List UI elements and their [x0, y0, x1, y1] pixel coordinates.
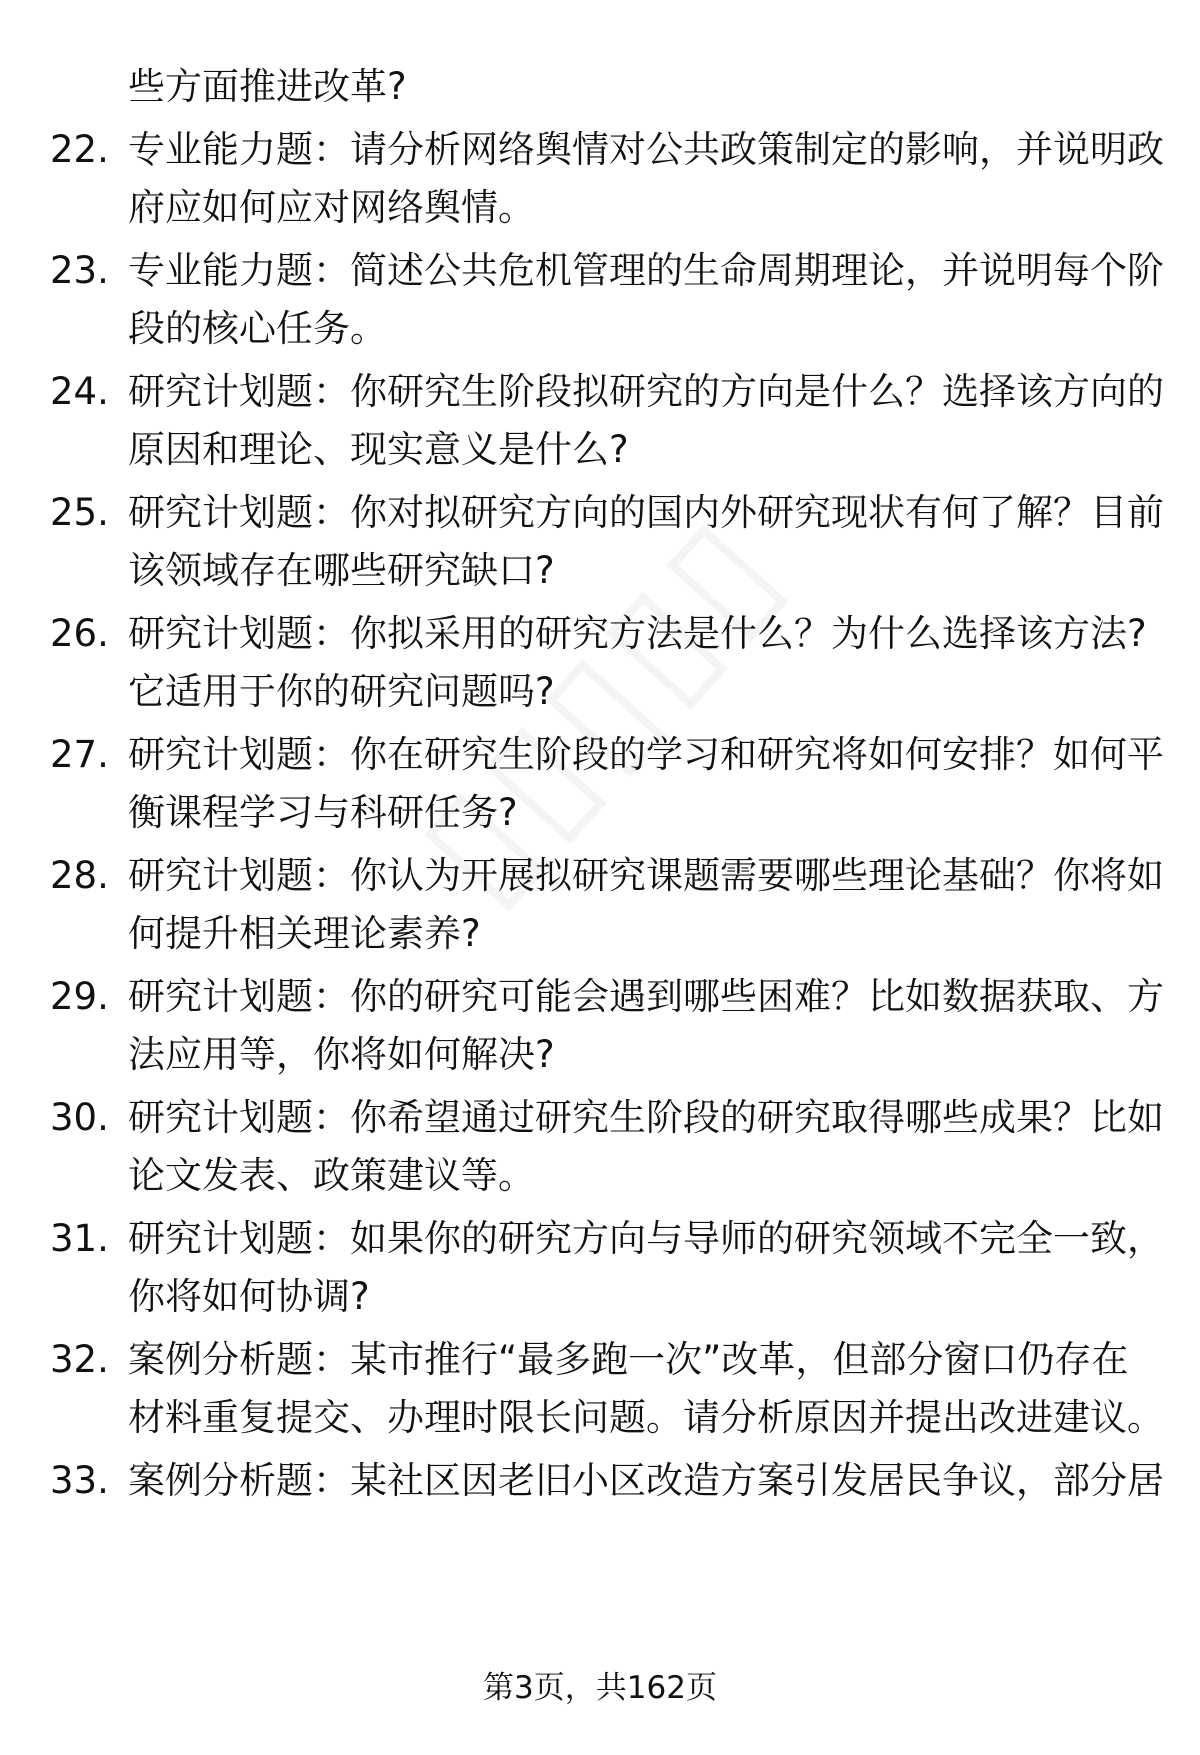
question-number: 25. [50, 491, 109, 534]
question-text-line: 专业能力题：请分析网络舆情对公共政策制定的影响，并说明政 [128, 128, 1164, 171]
question-item-29 [50, 968, 1164, 1088]
question-text-line: 研究计划题：你认为开展拟研究课题需要哪些理论基础？你将如 [128, 854, 1164, 897]
question-item-22 [50, 121, 1164, 241]
question-text-line: 研究计划题：如果你的研究方向与导师的研究领域不完全一致， [128, 1217, 1164, 1260]
question-text-line: 专业能力题：简述公共危机管理的生命周期理论，并说明每个阶 [128, 249, 1164, 292]
question-text-line: 研究计划题：你研究生阶段拟研究的方向是什么？选择该方向的 [128, 370, 1164, 413]
question-item-24 [50, 363, 1164, 483]
question-text-line: 研究计划题：你拟采用的研究方法是什么？为什么选择该方法? [128, 612, 1147, 655]
question-text-line: 案例分析题：某市推行“最多跑一次”改革，但部分窗口仍存在 [128, 1338, 1129, 1381]
question-text-line: 研究计划题：你希望通过研究生阶段的研究取得哪些成果？比如 [128, 1096, 1164, 1139]
question-item-28 [50, 847, 1164, 967]
question-text-line: 衡课程学习与科研任务? [128, 791, 518, 834]
question-text-line: 段的核心任务。 [128, 307, 387, 350]
question-item-25 [50, 484, 1164, 604]
question-number: 23. [50, 249, 109, 292]
page-footer: 第3页，共162页 [483, 1670, 717, 1706]
question-text-line: 你将如何协调? [128, 1275, 370, 1318]
continued-text-line: 些方面推进改革? [128, 65, 407, 108]
question-item-30 [50, 1089, 1164, 1209]
question-number: 32. [50, 1338, 109, 1381]
question-number: 31. [50, 1217, 109, 1260]
question-number: 29. [50, 975, 109, 1018]
question-number: 27. [50, 733, 109, 776]
question-text-line: 何提升相关理论素养? [128, 912, 481, 955]
question-text-line: 该领域存在哪些研究缺口? [128, 549, 555, 592]
question-text-line: 研究计划题：你在研究生阶段的学习和研究将如何安排？如何平 [128, 733, 1164, 776]
question-text-line: 研究计划题：你的研究可能会遇到哪些困难？比如数据获取、方 [128, 975, 1164, 1018]
question-number: 30. [50, 1096, 109, 1139]
question-number: 28. [50, 854, 109, 897]
question-item-33 [50, 1452, 1164, 1512]
question-text-line: 研究计划题：你对拟研究方向的国内外研究现状有何了解？目前 [128, 491, 1164, 534]
question-item-26 [50, 605, 1150, 725]
question-number: 26. [50, 612, 109, 655]
question-text-line: 它适用于你的研究问题吗? [128, 670, 555, 713]
question-number: 22. [50, 128, 109, 171]
question-item-32 [50, 1331, 1164, 1451]
question-text-line: 法应用等，你将如何解决? [128, 1033, 555, 1076]
question-text-line: 案例分析题：某社区因老旧小区改造方案引发居民争议，部分居 [128, 1459, 1164, 1502]
question-item-23 [50, 242, 1164, 362]
question-text-line: 府应如何应对网络舆情。 [128, 186, 535, 229]
question-text-line: 论文发表、政策建议等。 [128, 1154, 535, 1197]
question-item-31 [50, 1210, 1164, 1330]
question-text-line: 材料重复提交、办理时限长问题。请分析原因并提出改进建议。 [128, 1396, 1164, 1439]
question-number: 24. [50, 370, 109, 413]
question-text-line: 原因和理论、现实意义是什么? [128, 428, 629, 471]
question-number: 33. [50, 1459, 109, 1502]
question-item-27 [50, 726, 1164, 846]
